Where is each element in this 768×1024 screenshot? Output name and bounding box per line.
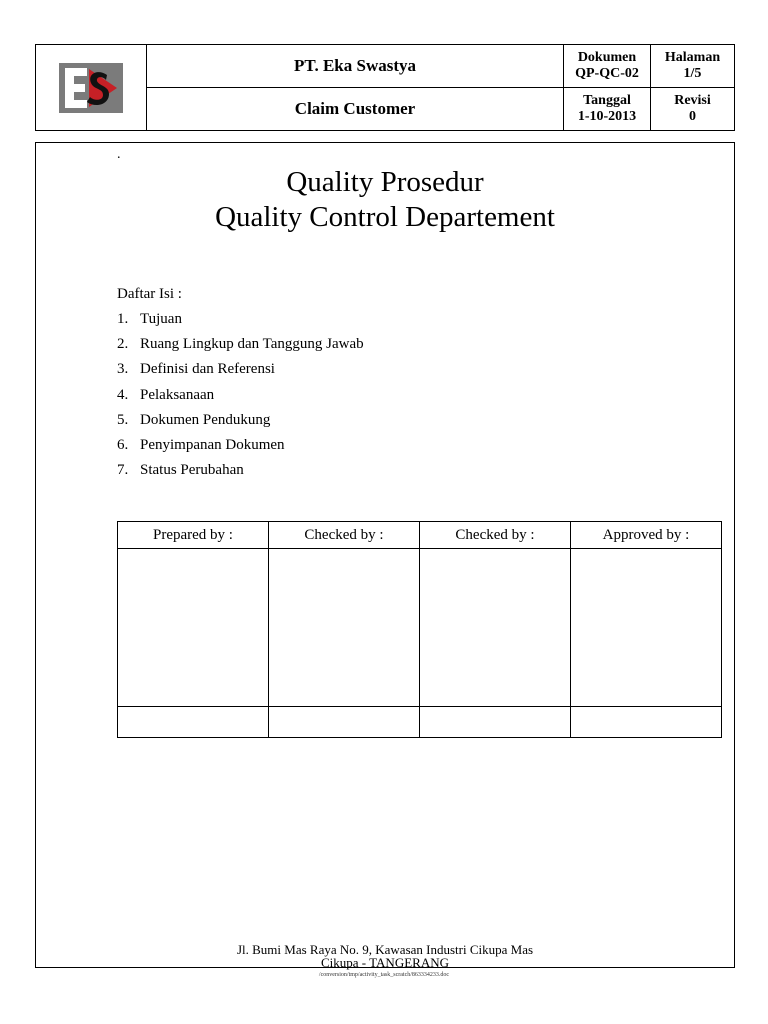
document-subtitle: Claim Customer [147, 88, 564, 131]
revision-label: Revisi [674, 93, 711, 108]
revision-value: 0 [689, 109, 696, 124]
date-cell [564, 88, 651, 131]
signature-box [118, 549, 269, 707]
signature-box [420, 549, 571, 707]
toc-item: 7. Status Perubahan [117, 462, 244, 479]
page-value: 1/5 [683, 66, 702, 81]
table-of-contents [117, 311, 364, 487]
company-name: PT. Eka Swastya [147, 45, 564, 88]
signer-name-box [420, 707, 571, 738]
title-line-1: Quality Prosedur [286, 166, 484, 198]
revision-cell [651, 88, 735, 131]
signature-table [117, 521, 722, 738]
toc-heading: Daftar Isi : [117, 286, 182, 302]
stray-dot: . [117, 147, 121, 162]
date-value: 1-10-2013 [577, 109, 637, 124]
checked-by-header-1: Checked by : [269, 522, 420, 549]
es-company-logo-icon [59, 63, 123, 113]
address-line-2: Cikupa - TANGERANG [321, 955, 449, 970]
address-line-1: Jl. Bumi Mas Raya No. 9, Kawasan Industri Cikupa Mas [236, 942, 534, 957]
doc-label: Dokumen [577, 50, 637, 65]
prepared-by-header: Prepared by : [118, 522, 269, 549]
signer-name-box [571, 707, 722, 738]
signer-name-box [118, 707, 269, 738]
signature-box [269, 549, 420, 707]
doc-number-cell [564, 45, 651, 88]
doc-value: QP-QC-02 [575, 66, 639, 81]
toc-item: 4. Pelaksanaan [117, 386, 215, 403]
company-address [36, 943, 734, 969]
signature-box [571, 549, 722, 707]
page-cell [651, 45, 735, 88]
signer-name-box [269, 707, 420, 738]
approved-by-header: Approved by : [571, 522, 722, 549]
file-path: /conversion/tmp/activity_task_scratch/863334233.doc [318, 972, 450, 978]
page-label: Halaman [664, 50, 721, 65]
toc-item: 1. Tujuan [117, 311, 182, 327]
checked-by-header-2: Checked by : [420, 522, 571, 549]
toc-item: 6. Penyimpanan Dokumen [117, 436, 285, 453]
document-body [35, 142, 735, 968]
main-title [36, 165, 734, 235]
toc-item: 2. Ruang Lingkup dan Tanggung Jawab [117, 336, 364, 353]
title-line-2: Quality Control Departement [215, 201, 555, 233]
toc-item: 3. Definisi dan Referensi [117, 361, 275, 378]
logo-cell [36, 45, 147, 131]
document-header-table [35, 44, 735, 131]
date-label: Tanggal [583, 93, 631, 108]
toc-item: 5. Dokumen Pendukung [117, 411, 271, 428]
